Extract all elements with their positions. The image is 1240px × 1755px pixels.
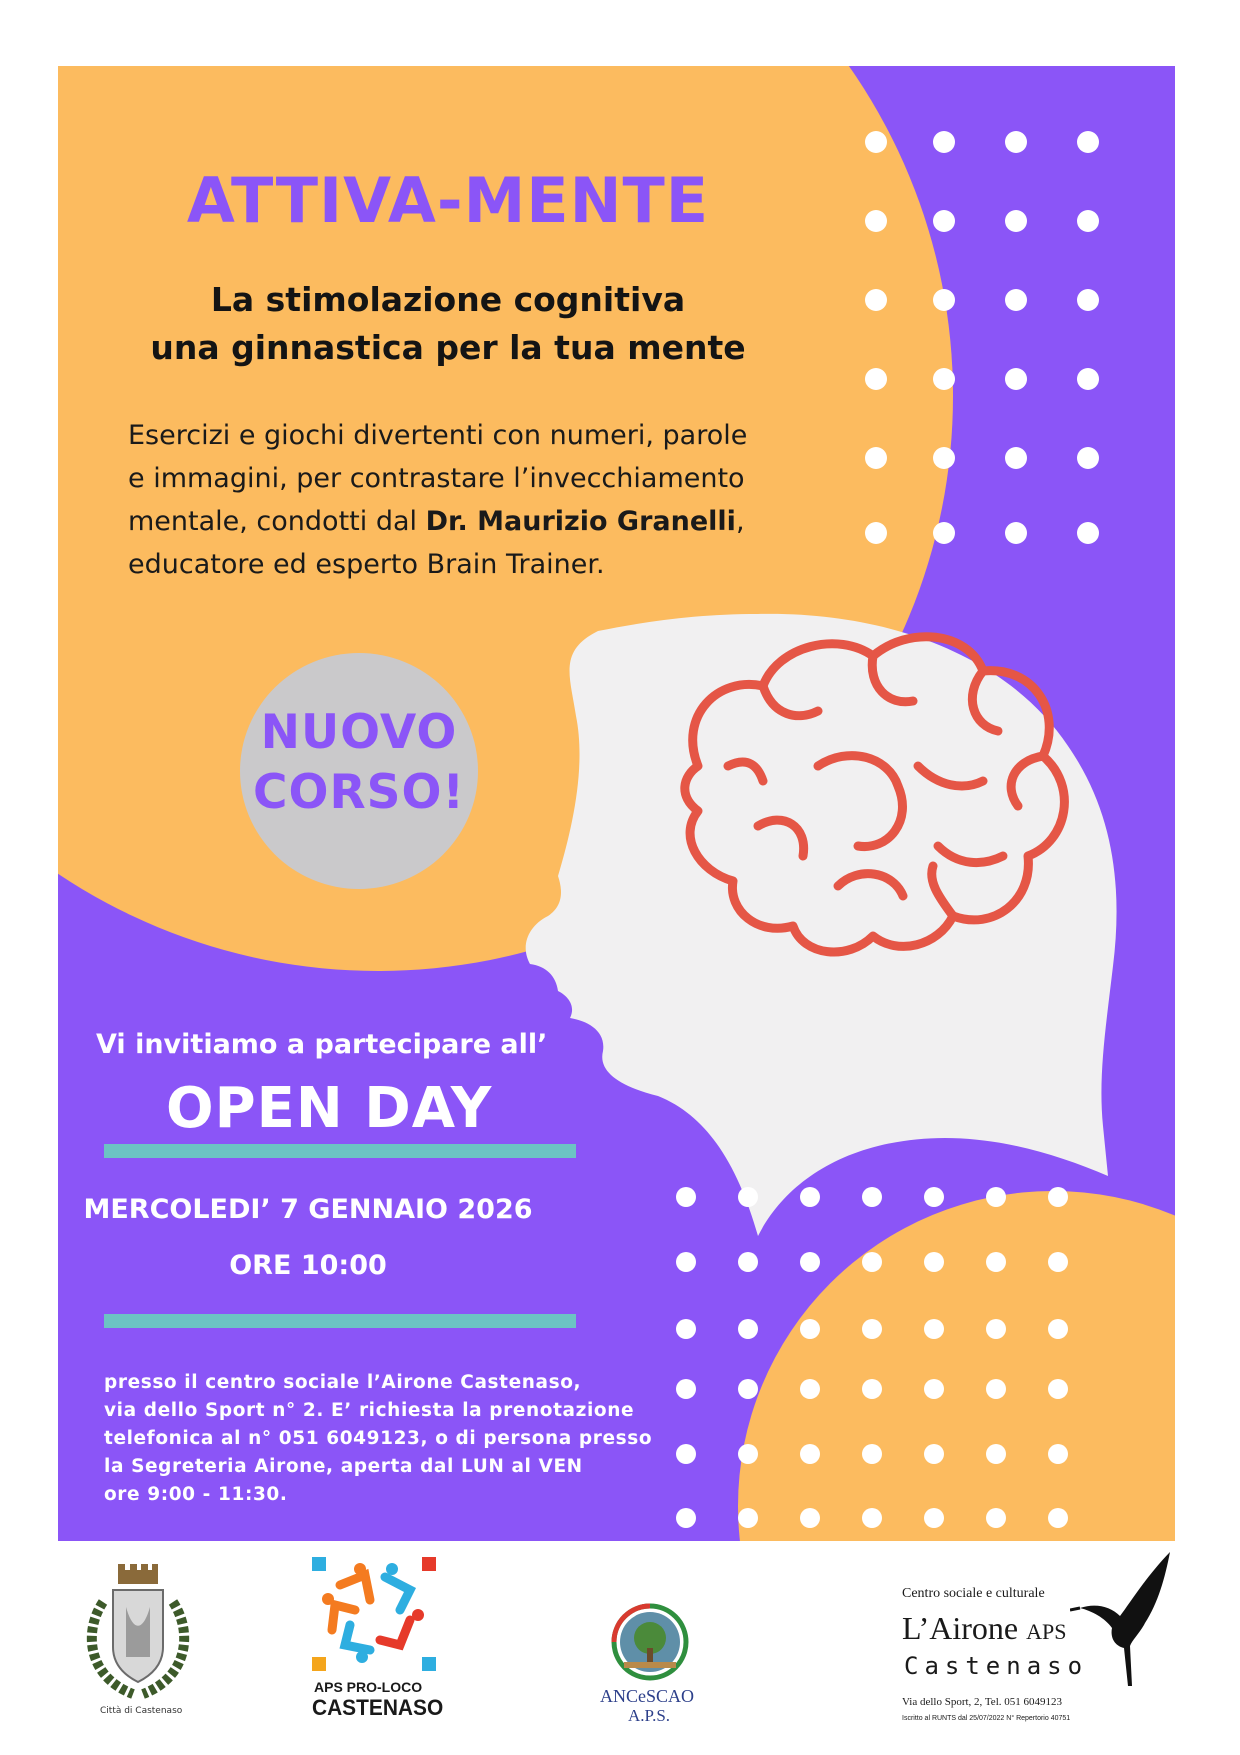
divider-bar-bottom <box>104 1314 576 1328</box>
venue-info-line: presso il centro sociale l’Airone Castenaso, <box>104 1372 582 1393</box>
proloco-figures-icon <box>310 1555 438 1673</box>
ancescao-tree-icon <box>590 1600 710 1684</box>
airone-city: Castenaso <box>904 1652 1089 1680</box>
poster <box>58 66 1175 1541</box>
divider-bar-top <box>104 1144 576 1158</box>
airone-header: Centro sociale e culturale <box>902 1586 1045 1601</box>
subtitle-line-2: una ginnastica per la tua mente <box>150 328 746 367</box>
airone-name-text: L’Airone <box>902 1610 1019 1646</box>
event-date: MERCOLEDI’ 7 GENNAIO 2026 <box>83 1194 533 1225</box>
description-line-3-suffix: , <box>735 506 745 537</box>
poster-title: ATTIVA-MENTE <box>186 164 710 237</box>
ancescao-line-2: A.P.S. <box>628 1706 671 1725</box>
badge-line-1: NUOVO <box>260 705 458 760</box>
orange-circle-bottom <box>738 1191 1175 1541</box>
airone-address: Via dello Sport, 2, Tel. 051 6049123 <box>902 1696 1062 1708</box>
heron-icon <box>1070 1548 1180 1688</box>
proloco-line-1: APS PRO-LOCO <box>314 1679 423 1695</box>
ancescao-line-1: ANCeSCAO <box>600 1686 695 1706</box>
new-course-badge <box>240 653 478 889</box>
subtitle-line-1: La stimolazione cognitiva <box>210 280 686 319</box>
event-name: OPEN DAY <box>166 1076 493 1141</box>
description <box>128 414 848 586</box>
invite-text: Vi invitiamo a partecipare all’ <box>96 1029 548 1060</box>
description-line-4: educatore ed esperto Brain Trainer. <box>128 549 605 580</box>
event-time: ORE 10:00 <box>229 1250 387 1281</box>
proloco-line-2: CASTENASO <box>312 1695 444 1720</box>
airone-logo <box>900 1548 1180 1738</box>
ancescao-logo <box>590 1600 710 1725</box>
description-line-2: e immagini, per contrastare l’invecchiamento <box>128 463 745 494</box>
venue-info-line: ore 9:00 - 11:30. <box>104 1484 288 1505</box>
comune-logo <box>78 1562 198 1722</box>
venue-info-line: via dello Sport n° 2. E’ richiesta la prenotazione <box>104 1400 635 1421</box>
description-line-1: Esercizi e giochi divertenti con numeri, parole <box>128 420 748 451</box>
instructor-name: Dr. Maurizio Granelli <box>425 506 736 537</box>
coat-of-arms-icon <box>78 1562 198 1702</box>
proloco-logo <box>310 1555 444 1725</box>
badge-line-2: CORSO! <box>253 765 465 820</box>
airone-registry: Iscritto al RUNTS dal 25/07/2022 N° Repertorio 40751 <box>902 1715 1071 1722</box>
venue-info-line: telefonica al n° 051 6049123, o di persona presso <box>104 1428 653 1449</box>
description-line-3 <box>128 500 848 543</box>
description-line-3-prefix: mentale, condotti dal <box>128 506 426 537</box>
venue-info <box>104 1369 704 1509</box>
airone-aps: APS <box>1026 1619 1067 1644</box>
comune-caption: Città di Castenaso <box>100 1706 183 1716</box>
head-silhouette-icon <box>526 614 1117 1236</box>
venue-info-line: la Segreteria Airone, aperta dal LUN al VEN <box>104 1456 583 1477</box>
airone-name <box>902 1610 1066 1647</box>
